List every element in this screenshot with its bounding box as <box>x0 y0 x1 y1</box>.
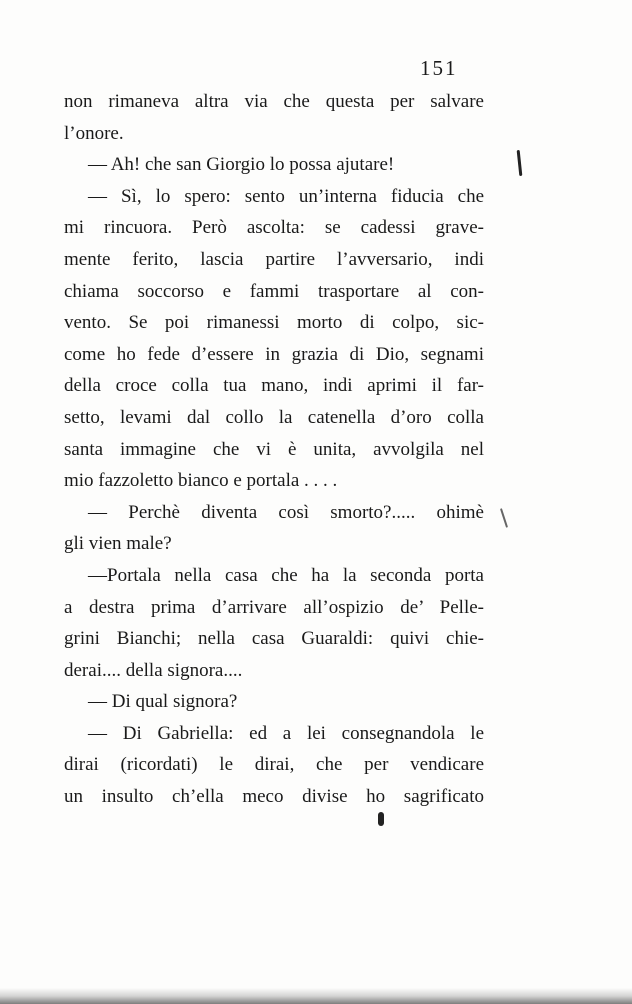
text-line: santa immagine che vi è unita, avvolgila nel <box>64 438 484 460</box>
page-edge-shadow <box>0 988 632 1004</box>
dialogue-line: — Ah! che san Giorgio lo possa ajutare! <box>88 154 395 176</box>
text-line: non rimaneva altra via che questa per salvare <box>64 91 484 112</box>
dialogue-line: — Perchè diventa così smorto?..... ohimè <box>88 501 484 523</box>
text-line: dirai (ricordati) le dirai, che per vendicare <box>64 754 484 776</box>
text-line: chiama soccorso e fammi trasportare al con- <box>64 280 484 302</box>
text-line: vento. Se poi rimanessi morto di colpo, sic- <box>64 312 484 334</box>
body-text <box>64 86 484 813</box>
text-line: gli vien male? <box>64 533 172 555</box>
ink-mark <box>517 150 523 176</box>
dialogue-line: — Di Gabriella: ed a lei consegnandola le <box>88 722 484 744</box>
text-line: come ho fede d’essere in grazia di Dio, segnami <box>64 343 484 365</box>
text-line: mente ferito, lascia partire l’avversario, indi <box>64 248 484 270</box>
dialogue-line: — Di qual signora? <box>88 691 238 713</box>
text-line: mi rincuora. Però ascolta: se cadessi grave- <box>64 217 484 239</box>
text-line: l’onore. <box>64 122 124 144</box>
dialogue-line: —Portala nella casa che ha la seconda porta <box>88 564 484 586</box>
text-line: mio fazzoletto bianco e portala . . . . <box>64 470 338 492</box>
text-line: derai.... della signora.... <box>64 659 243 681</box>
dialogue-line: — Sì, lo spero: sento un’interna fiducia che <box>88 185 484 207</box>
page-number: 151 <box>420 56 458 80</box>
ink-mark <box>500 508 508 528</box>
text-line: setto, levami dal collo la catenella d’oro colla <box>64 406 484 428</box>
ink-mark <box>378 812 384 826</box>
text-line: a destra prima d’arrivare all’ospizio de’ Pelle- <box>64 596 484 618</box>
text-line: un insulto ch’ella meco divise ho sagrificato <box>64 786 484 808</box>
text-line: della croce colla tua mano, indi aprimi il far- <box>64 375 484 397</box>
text-line: grini Bianchi; nella casa Guaraldi: quivi chie- <box>64 628 484 650</box>
